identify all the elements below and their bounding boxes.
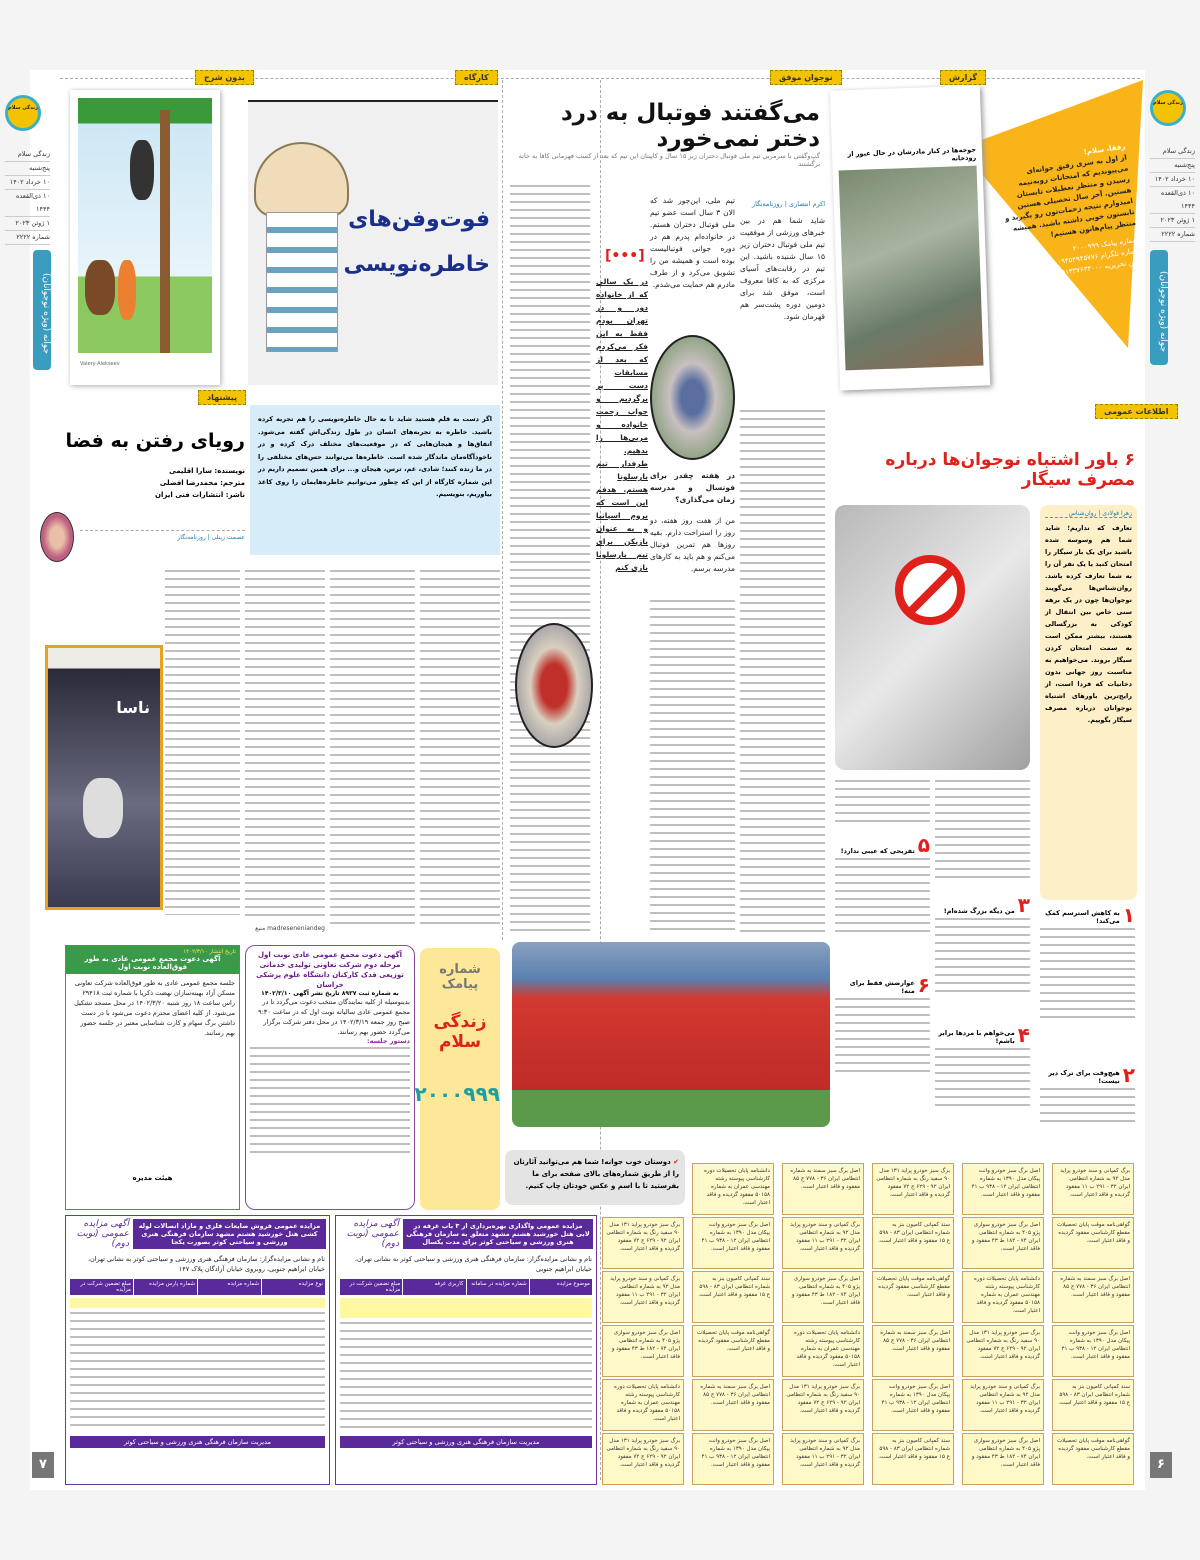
table-row [70, 1298, 325, 1308]
smoking-headline: ۶ باور اشتباه نوجوان‌ها درباره مصرف سیگار [885, 450, 1135, 490]
info-line: ۱۰ خرداد ۱۴۰۲ [5, 176, 50, 190]
classified-ad: برگ کمپانی و سند خودرو پراید مدل ۹۲ به شماره انتظامی ایران ۳۲ - ۲۹۱ ب ۱۱ مفقود گردیده و فاقد اعتبار است. [962, 1379, 1044, 1431]
player-photo-2 [515, 623, 593, 748]
auction-ad-1 [65, 1215, 330, 1485]
purple-ad-body: بدینوسیله از کلیه نمایندگان منتخب دعوت می‌گردد تا در مجمع عمومی عادی سالیانه نوبت اول که در ساعت ۹:۳۰ صبح روز جمعه ۱۴۰۲/۳/۱۹ در محل دفتر شرکت برگزار می‌گردد حضور بهم رسانند. [258, 998, 410, 1036]
auction-1-text [70, 1312, 325, 1432]
auction-2-brand: آگهی مزایده عمومی (نوبت دوم) [346, 1219, 399, 1249]
team-photo [512, 942, 830, 1127]
football-headline: می‌گفتند فوتبال به درد دختر نمی‌خورد [560, 100, 820, 152]
info-line: زندگی سلام [5, 148, 50, 162]
auction-2-footer: مدیریت سازمان فرهنگی هنری ورزشی و سیاحتی کوثر [340, 1436, 592, 1448]
classified-ad: اصل برگ سبز خودرو سواری پژو ۴۰۵ به شماره انتظامی ایران ۷۴ - ۱۸۲ ط ۴۳ مفقود و فاقد اعتبار است. [782, 1271, 864, 1323]
reviewer-avatar [40, 512, 74, 562]
classified-ad: گواهی‌نامه موقت پایان تحصیلات مقطع کارشناسی مفقود گردیده و فاقد اعتبار است. [1052, 1217, 1134, 1269]
info-line: شماره ۲۲۲۲ [1150, 228, 1195, 242]
purple-ad-reg: به شماره ثبت ۸۹۳۷ تاریخ نشر آگهی ۱۴۰۲/۳/۱۰ [261, 990, 399, 997]
smoking-author: زهرا فولادی | روان‌شناس [1045, 510, 1132, 518]
myth-item [1040, 905, 1135, 1018]
football-author: اکرم انتصاری | روزنامه‌نگار [751, 200, 825, 208]
classified-ad: دانشنامه پایان تحصیلات دوره کارشناسی پیوسته رشته مهندسی عمران به شماره ۵۰۱۵۸ مفقود گردیده و فاقد اعتبار است. [602, 1379, 684, 1431]
tag-report: گزارش [940, 70, 986, 85]
beaver-figure [85, 260, 115, 315]
classified-ad: گواهی‌نامه موقت پایان تحصیلات مقطع کارشناسی مفقود گردیده و فاقد اعتبار است. [1052, 1433, 1134, 1485]
notes-sheet [266, 212, 338, 352]
player-photo-1 [650, 335, 735, 460]
myth-number: ۲ [1122, 1063, 1135, 1087]
football-text-col [510, 185, 590, 935]
info-line: ۱۰ ذی‌القعده ۱۴۴۴ [5, 190, 50, 217]
myth-title: به کاهش استرسم کمک می‌کند! [1045, 909, 1120, 925]
section-tab-right: جوانه (ویژه نوجوانان) [1150, 250, 1168, 365]
book-reviewer: عصمت زینلی | روزنامه‌نگار [177, 534, 245, 541]
classified-ad: اصل برگ سبز سمند به شماره انتظامی ایران ۳۶ - ۷۷۸ ج ۸۵ مفقود و فاقد اعتبار است. [1052, 1271, 1134, 1323]
promo-number: ۲۰۰۰۹۹۹ [414, 1082, 500, 1106]
info-line: ۱۰ خرداد ۱۴۰۲ [1150, 173, 1195, 187]
auction-2-body: نام و نشانی مزایده‌گزار: سازمان فرهنگی هنری ورزشی و سیاحتی کوثر به نشانی تهران، خیابان ابراهیم جنوبی [354, 1255, 592, 1273]
logo: زندگی سلام [1150, 90, 1186, 126]
myth-title: عوارضش فقط برای منه! [849, 979, 915, 995]
classified-ad: برگ سبز خودرو پراید ۱۳۱ مدل ۹۰ سفید رنگ به شماره انتظامی ایران ۹۲ - ۶۲۹ ج ۷۲ مفقود گردیده و فاقد اعتبار است. [602, 1433, 684, 1485]
green-ad-title: آگهی دعوت مجمع عمومی عادی به طور فوق‌العاده نوبت اول [84, 955, 221, 971]
myth-number: ۴ [1017, 1023, 1030, 1047]
purple-ad-title: آگهی دعوت مجمع عمومی عادی نوبت اول مرحله دوم شرکت تعاونی تولیدی خدماتی توزیعی فدک کارکنان دانشگاه علوم پزشکی خراسان [256, 951, 404, 989]
table-header: شماره پارس مزایده [133, 1279, 197, 1295]
auction-1-title: مزایده عمومی فروش ضایعات فلزی و مازاد اتصالات لوله کشی هتل خورشید هشتم مشهد سازمان فرهنگی هنری ورزشی و سیاحتی کوثر بصورت یکجا [133, 1219, 326, 1249]
classified-ad: سند کمپانی کامیون بنز به شماره انتظامی ایران ۸۳ - ۵۹۸ ع ۱۵ مفقود و فاقد اعتبار است. [692, 1271, 774, 1323]
myth-number: ۱ [1122, 903, 1135, 927]
tag-no-caption: بدون شرح [195, 70, 254, 85]
table-header: مبلغ تضمین شرکت در مزایده [349, 1281, 401, 1293]
myth-text [1040, 1088, 1135, 1128]
tree-trunk [160, 110, 170, 353]
book-translator: مترجم: محمدرضا افضلی [159, 479, 245, 487]
no-smoking-icon [895, 555, 965, 625]
info-line: ۱ ژوئن ۲۰۲۳ [5, 217, 50, 231]
myth-text [835, 858, 930, 938]
check-icon: ✔ [673, 1158, 679, 1166]
classified-ad: سند کمپانی کامیون بنز به شماره انتظامی ایران ۸۳ - ۵۹۸ ع ۱۵ مفقود و فاقد اعتبار است. [1052, 1379, 1134, 1431]
green-ad-body: جلسه مجمع عمومی عادی به طور فوق‌العاده شرکت تعاونی مسکن آزاد بهینه‌سازان نهضت ذکریا با شماره ثبت ۲۹۴۱۸ راس ساعت ۱۸ روز شنبه ۱۴۰۲/۳/۲۰ در محل مسجد تشکیل می‌شود. از کلیه اعضای محترم دعوت می‌شود با در دست داشتن برگ سهام و کارت شناسایی معتبر در جلسه حضور بهم رسانند. [74, 979, 235, 1037]
promo-line2: زندگی سلام [433, 1012, 487, 1052]
book-author: نویسنده: سارا اقلیمی [169, 467, 245, 475]
info-line: زندگی سلام [1150, 145, 1195, 159]
auction-1-footer: مدیریت سازمان فرهنگی هنری ورزشی و سیاحتی کوثر [70, 1436, 325, 1448]
quote-mark: [•••] [605, 248, 645, 264]
page-number-left: ۷ [32, 1452, 54, 1478]
football-subtitle: گپ‌وگفتی با سرمربی تیم ملی فوتبال دختران زیر ۱۵ سال و کاپیتان این تیم که بعد از کسب قهرمانی کافا به خانه برگشتند [518, 152, 820, 168]
table-header: مبلغ تضمین شرکت در مزایده [80, 1281, 131, 1293]
classified-ad: دانشنامه پایان تحصیلات دوره کارشناسی پیوسته رشته مهندسی عمران به شماره ۵۰۱۵۸ مفقود گردیده و فاقد اعتبار است. [782, 1325, 864, 1377]
memoir-text-col [330, 570, 415, 930]
classified-ad: اصل برگ سبز خودرو وانت پیکان مدل ۱۳۹۰ به شماره انتظامی ایران ۱۲ - ۹۳۸ ب ۴۱ مفقود و فاقد اعتبار است. [872, 1379, 954, 1431]
table-header: کاربری غرفه [402, 1279, 465, 1295]
tag-successful-teen: نوجوان موفق [770, 70, 842, 85]
readers-note-text: دوستان خوب جوانه! شما هم می‌توانید آثارتان را از طریق شماره‌های بالای صفحه برای ما بفرستید تا با اسم و عکس خودتان چاپ کنیم. [513, 1158, 679, 1190]
football-answer: من از هفت روز هفته، دو روز را استراحت دارم. بقیه روزها هم تمرین فوتبال می‌کنم و هم باید به کارهای مدرسه برسم. [650, 516, 735, 573]
memoir-intro: اگر دست به قلم هستید شاید تا به حال خاطره‌نویسی را هم تجربه کرده باشید. خاطره به تجربه‌های انسان در طول زندگی‌اش گفته می‌شود. اتفاق‌ها و هیجان‌هایی که در موقعیت‌های مختلف درک کرده و در ناخودآگاه‌مان ماندگار شده است. خاطره‌ها می‌توانند حس‌های مختلفی را در ما زنده کنند؛ شادی، غم، ترس، هیجان و... برای همین تصمیم داریم در این شماره کارگاه از این که چطور می‌توانیم خاطره‌هایمان را روی کاغذ بیاوریم، بنویسیم. [250, 405, 500, 555]
classified-ad: اصل برگ سبز خودرو وانت پیکان مدل ۱۳۹۰ به شماره انتظامی ایران ۱۲ - ۹۳۸ ب ۴۱ مفقود و فاقد اعتبار است. [692, 1433, 774, 1485]
myth-title: تفریحی که عیبی ندارد! [840, 847, 915, 855]
column-divider [502, 80, 503, 940]
auction-2-title: مزایده عمومی واگذاری بهره‌برداری از ۳ باب غرفه در لابی هتل خورشید هشتم مشهد متعلق به سازمان فرهنگی هنری ورزشی و سیاحتی کوثر برای مدت یکسال [403, 1219, 593, 1249]
book-credits [80, 465, 245, 501]
memoir-headline-1: فوت‌وفن‌های [348, 207, 490, 232]
issue-info-left [5, 148, 50, 245]
book-cover-title: ناسا [116, 698, 150, 717]
auction-1-brand: آگهی مزایده عمومی (نوبت دوم) [76, 1219, 129, 1249]
classified-ad: سند کمپانی کامیون بنز به شماره انتظامی ایران ۸۳ - ۵۹۸ ع ۱۵ مفقود و فاقد اعتبار است. [872, 1433, 954, 1485]
brain-notes-illustration [254, 142, 349, 217]
info-line: پنج‌شنبه [5, 162, 50, 176]
myth-title: من دیگه بزرگ شده‌ام! [943, 907, 1015, 915]
cartoon-image [78, 98, 212, 353]
myth-number: ۶ [917, 973, 930, 997]
report-caption: جوجه‌ها در کنار مادرشان در حال عبور از رودخانه [847, 145, 977, 163]
myth-item [935, 1025, 1030, 1108]
classified-ad: دانشنامه پایان تحصیلات دوره کارشناسی پیوسته رشته مهندسی عمران به شماره ۵۰۱۵۸ مفقود گردیده و فاقد اعتبار است. [692, 1163, 774, 1215]
myth-item [935, 895, 1030, 993]
table-header: شماره مزایده [197, 1279, 261, 1295]
crow-figure [130, 140, 154, 200]
purple-ad [245, 945, 415, 1210]
table-header: شماره مزایده در سامانه [466, 1279, 529, 1295]
classified-ad: اصل برگ سبز خودرو وانت پیکان مدل ۱۳۹۰ به شماره انتظامی ایران ۱۲ - ۹۳۸ ب ۴۱ مفقود و فاقد اعتبار است. [692, 1217, 774, 1269]
ducks-photo [839, 166, 984, 371]
table-row [340, 1298, 592, 1318]
memoir-banner [248, 100, 498, 385]
sms-promo [414, 948, 500, 1210]
memoir-text-col [420, 570, 500, 930]
promo-line1: شماره پیامک [439, 962, 481, 992]
report-photo-frame [830, 85, 990, 390]
myth-number: ۵ [917, 833, 930, 857]
book-publisher: ناشر: انتشارات فنی ایران [155, 491, 245, 499]
editor-note [996, 142, 1142, 286]
info-line: ۱ ژوئن ۲۰۲۳ [1150, 214, 1195, 228]
purple-ad-text [250, 1047, 410, 1157]
info-line: ۱۰ ذی‌القعده ۱۴۴۴ [1150, 187, 1195, 214]
myth-text [835, 998, 930, 1078]
editor-greeting: رفقا، سلام! [1083, 142, 1126, 157]
smoking-photo [835, 505, 1030, 770]
divider [80, 530, 245, 531]
auction-2-table [340, 1279, 592, 1295]
green-ad-date: تاریخ انتشار ۱۴۰۲/۳/۱۰ [183, 949, 236, 955]
classified-ad: دانشنامه پایان تحصیلات دوره کارشناسی پیوسته رشته مهندسی عمران به شماره ۵۰۱۵۸ مفقود گردیده و فاقد اعتبار است. [962, 1271, 1044, 1323]
football-quote: در یک سالی که از خانواده دور و در تهران بودم فقط به این فکر می‌کردم که بعد از مسابقات دست پر برگردیم و جواب زحمت خانواده و مربی‌ها را بدهیم. طرفدار تیم بارسلونا هستم. هدفم این است که بروم اسپانیا و به عنوان بازیکن برای تیم بارسلونا بازی کنم [596, 277, 648, 572]
info-line: شماره ۲۲۲۲ [5, 231, 50, 245]
table-header: نوع مزایده [261, 1279, 325, 1295]
auction-1-body: نام و نشانی مزایده‌گزار: سازمان فرهنگی هنری ورزشی و سیاحتی کوثر به نشانی تهران، خیابان ابراهیم جنوبی، روبروی خیابان آزادگان پلاک ۱۴۷ [87, 1255, 325, 1273]
classified-ad: برگ کمپانی و سند خودرو پراید مدل ۹۲ به شماره انتظامی ایران ۳۲ - ۲۹۱ ب ۱۱ مفقود گردیده و فاقد اعتبار است. [782, 1433, 864, 1485]
section-tab-left: جوانه (ویژه نوجوانان) [33, 250, 51, 370]
astronaut-figure [83, 778, 123, 838]
page-number-right: ۶ [1150, 1452, 1172, 1478]
auction-ad-2 [335, 1215, 597, 1485]
issue-info-right [1150, 145, 1195, 242]
purple-ad-agenda: دستور جلسه: [367, 1037, 410, 1045]
classified-ad: اصل برگ سبز خودرو سواری پژو ۴۰۵ به شماره انتظامی ایران ۷۴ - ۱۸۲ ط ۴۳ مفقود و فاقد اعتبار است. [602, 1325, 684, 1377]
myth-item [835, 975, 930, 1078]
editor-body: از اول به سری رفیق جوانه‌ای می‌پیوندیم که امتحانات روبه‌نیمه رسیدن و منتظر تعطیلات تابستان هستین. آخر سال تحصیلی هستین امیدوارم نتیجه زحمات‌تون رو بگیرید و تابستون خوبی داشته باشید. همیشه منتظر پیام‌هاتون هستیم! [1004, 153, 1137, 239]
classified-ad: اصل برگ سبز سمند به شماره انتظامی ایران ۳۶ - ۷۷۸ ج ۸۵ مفقود و فاقد اعتبار است. [692, 1379, 774, 1431]
classified-ad: برگ سبز خودرو پراید ۱۳۱ مدل ۹۰ سفید رنگ به شماره انتظامی ایران ۹۲ - ۶۲۹ ج ۷۲ مفقود گردیده و فاقد اعتبار است. [872, 1163, 954, 1215]
smoking-text-col [835, 780, 930, 825]
memoir-headline-2: خاطره‌نویسی [343, 252, 490, 277]
smoking-text-col [935, 780, 1030, 880]
myth-text [1040, 928, 1135, 1018]
myth-title: هیچ‌وقت برای ترک دیر نیست! [1048, 1069, 1120, 1085]
smoking-intro: تعارف که نداریم؛ شاید شما هم وسوسه شده باشید برای یک بار سیگار را امتحان کنید یا یک نفر آن را به شما تعارف کرده باشد. روان‌شناس‌ها می‌گویند نوجوان‌ها چون در یک برهه سنی خاص بین انتقال از کودکی به بزرگسالی هستند، بیشتر ممکن است به سمت امتحان کردن سیگار بروند. می‌خواهیم به مناسبت روز جهانی بدون دخانیات که فردا است، از رایج‌ترین باورهای اشتباه نوجوانان درباره مصرف سیگار بگوییم. [1045, 524, 1132, 724]
football-text-col [650, 600, 735, 935]
myth-item [1040, 1065, 1135, 1128]
classified-ad: گواهی‌نامه موقت پایان تحصیلات مقطع کارشناسی مفقود گردیده و فاقد اعتبار است. [872, 1271, 954, 1323]
smoking-intro-box [1040, 505, 1137, 900]
readers-note [505, 1150, 685, 1205]
myth-text [935, 1048, 1030, 1108]
green-ad [65, 945, 240, 1210]
myth-text [935, 918, 1030, 993]
phone-number: تلفن تحریریه ۰۵۱۳۳۷۶۳۴۰۰۰ [1057, 257, 1142, 278]
classified-ad: برگ سبز خودرو پراید ۱۳۱ مدل ۹۰ سفید رنگ به شماره انتظامی ایران ۹۲ - ۶۲۹ ج ۷۲ مفقود گردیده و فاقد اعتبار است. [962, 1325, 1044, 1377]
football-intro: شاید شما هم در بین خبرهای ورزشی از موفقیت تیم ملی فوتبال دختران زیر ۱۵ سال شنیده باشید. این تیم در رقابت‌های آسیای مرکزی که به کافا معروف است، موفق شد برای دومین دوره پشت‌سر هم قهرمان شود. [740, 216, 825, 321]
telegram-number: شماره تلگرام ۰۹۳۵۴۹۴۵۷۷۶ [1056, 246, 1141, 267]
myth-title: می‌خواهم با مردها برابر باشم! [938, 1029, 1015, 1045]
classified-ad: اصل برگ سبز خودرو وانت پیکان مدل ۱۳۹۰ به شماره انتظامی ایران ۱۲ - ۹۳۸ ب ۴۱ مفقود و فاقد اعتبار است. [1052, 1325, 1134, 1377]
book-text-col [165, 570, 240, 915]
classified-ad: برگ کمپانی و سند خودرو پراید مدل ۹۲ به شماره انتظامی ایران ۳۲ - ۲۹۱ ب ۱۱ مفقود گردیده و فاقد اعتبار است. [1052, 1163, 1134, 1215]
classified-ad: اصل برگ سبز سمند به شماره انتظامی ایران ۳۶ - ۷۷۸ ج ۸۵ مفقود و فاقد اعتبار است. [782, 1163, 864, 1215]
sms-number: شماره پیامک ۲۰۰۰۹۹۹ [1072, 235, 1139, 253]
classified-ad: گواهی‌نامه موقت پایان تحصیلات مقطع کارشناسی مفقود گردیده و فاقد اعتبار است. [692, 1325, 774, 1377]
football-question: در هفته چقدر برای فوتسال و مدرسه زمان می‌گذاری؟ [650, 471, 735, 504]
auction-1-table [70, 1279, 325, 1295]
tag-suggestion: پیشنهاد [198, 390, 246, 405]
fox-figure [118, 260, 136, 320]
myth-item [835, 835, 930, 938]
tag-public-info: اطلاعات عمومی [1095, 404, 1178, 419]
football-text-col [740, 410, 825, 935]
memoir-source: madreseneniandeg منبع [255, 925, 325, 932]
classified-ad: اصل برگ سبز خودرو سواری پژو ۴۰۵ به شماره انتظامی ایران ۷۴ - ۱۸۲ ط ۴۳ مفقود و فاقد اعتبار است. [962, 1217, 1044, 1269]
auction-2-text [340, 1322, 592, 1432]
classified-ad: سند کمپانی کامیون بنز به شماره انتظامی ایران ۸۳ - ۵۹۸ ع ۱۵ مفقود و فاقد اعتبار است. [872, 1217, 954, 1269]
book-cover [45, 645, 163, 910]
info-line: پنج‌شنبه [1150, 159, 1195, 173]
memoir-text-col [245, 570, 325, 920]
myth-number: ۳ [1017, 893, 1030, 917]
logo: زندگی سلام [5, 95, 41, 131]
classified-ad: برگ کمپانی و سند خودرو پراید مدل ۹۲ به شماره انتظامی ایران ۳۲ - ۲۹۱ ب ۱۱ مفقود گردیده و فاقد اعتبار است. [782, 1217, 864, 1269]
classified-ad: برگ سبز خودرو پراید ۱۳۱ مدل ۹۰ سفید رنگ به شماره انتظامی ایران ۹۲ - ۶۲۹ ج ۷۲ مفقود گردیده و فاقد اعتبار است. [602, 1217, 684, 1269]
green-ad-footer: هیئت مدیره [132, 1174, 173, 1182]
cartoon-frame [70, 90, 220, 385]
classified-ad: اصل برگ سبز سمند به شماره انتظامی ایران ۳۶ - ۷۷۸ ج ۸۵ مفقود و فاقد اعتبار است. [872, 1325, 954, 1377]
classified-ad: اصل برگ سبز خودرو وانت پیکان مدل ۱۳۹۰ به شماره انتظامی ایران ۱۲ - ۹۳۸ ب ۴۱ مفقود و فاقد اعتبار است. [962, 1163, 1044, 1215]
book-title: رویای رفتن به فضا [65, 430, 245, 452]
tag-workshop: کارگاه [455, 70, 498, 85]
classified-ad: اصل برگ سبز خودرو سواری پژو ۴۰۵ به شماره انتظامی ایران ۷۴ - ۱۸۲ ط ۴۳ مفقود و فاقد اعتبار است. [962, 1433, 1044, 1485]
football-para2: تیم ملی، این‌جور شد که الان ۳ سال است عضو تیم ملی فوتبال دختران هستم. در خانواده‌ام پدرم هم در دوره جوانی فوتبالیست بوده است و همیشه من را تشویق می‌کرد و از طرف مادرم هم حمایت می‌شدم. [650, 196, 735, 289]
classified-ad: برگ کمپانی و سند خودرو پراید مدل ۹۲ به شماره انتظامی ایران ۳۲ - ۲۹۱ ب ۱۱ مفقود گردیده و فاقد اعتبار است. [602, 1271, 684, 1323]
classified-ad: برگ سبز خودرو پراید ۱۳۱ مدل ۹۰ سفید رنگ به شماره انتظامی ایران ۹۲ - ۶۲۹ ج ۷۲ مفقود گردیده و فاقد اعتبار است. [782, 1379, 864, 1431]
table-header: موضوع مزایده [529, 1279, 592, 1295]
cartoon-signature: Valery Alekseev [80, 361, 120, 367]
